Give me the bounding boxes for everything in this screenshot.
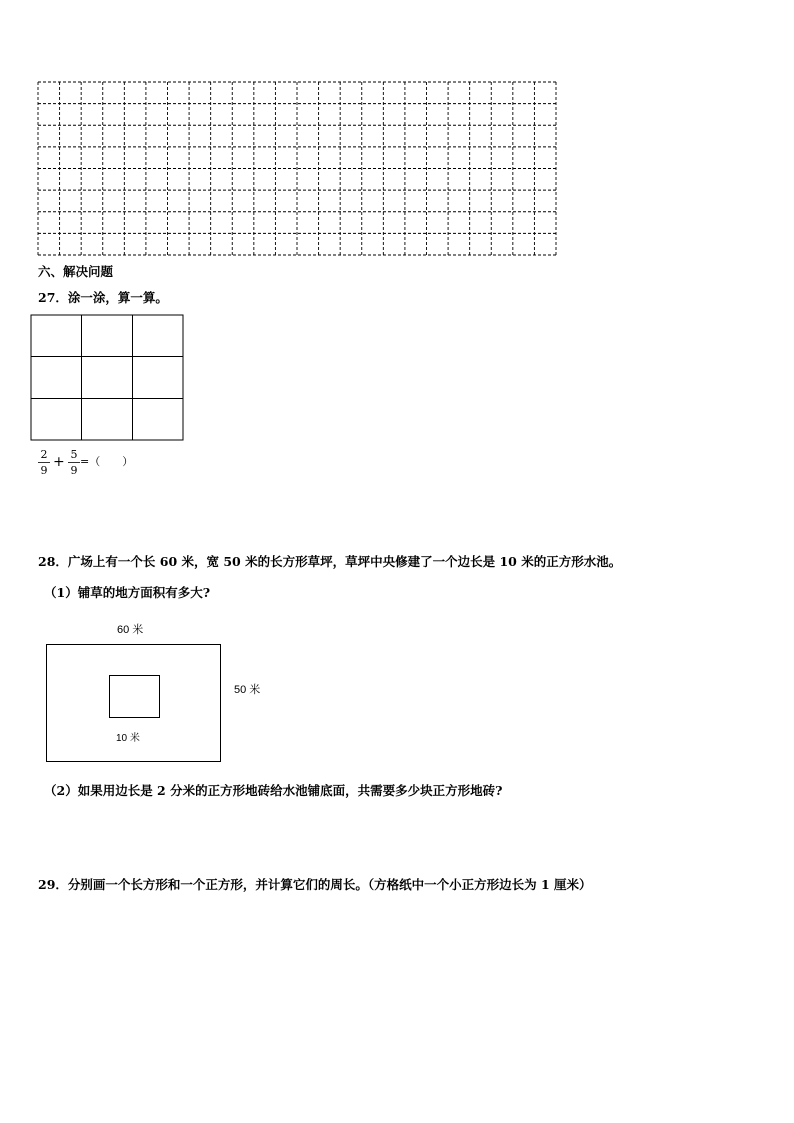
length-label: 60 米 xyxy=(117,624,144,636)
pool-label: 10 米 xyxy=(116,733,140,744)
width-label: 50 米 xyxy=(234,684,261,696)
q28-sub2: （2）如果用边长是 2 分米的正方形地砖给水池铺底面，共需要多少块正方形地砖? xyxy=(44,783,503,798)
plus-sign: + xyxy=(53,454,65,470)
answer-blank[interactable]: =（ ） xyxy=(80,455,134,468)
q28-prompt: 28．广场上有一个长 60 米，宽 50 米的长方形草坪，草坪中央修建了一个边长是 10 米的正方形水池。 xyxy=(38,554,622,569)
q28-sub1: （1）铺草的地方面积有多大? xyxy=(44,585,211,600)
section-heading: 六、解决问题 xyxy=(38,264,114,279)
q29-prompt: 29．分别画一个长方形和一个正方形，并计算它们的周长。（方格纸中一个小正方形边长为 1 厘米） xyxy=(38,877,592,892)
q27-prompt: 27．涂一涂，算一算。 xyxy=(38,290,168,305)
fraction2-denominator: 9 xyxy=(70,464,78,477)
fraction1-denominator: 9 xyxy=(40,464,48,477)
pool-square xyxy=(110,676,160,718)
fraction2-numerator: 5 xyxy=(70,448,78,461)
fraction1-numerator: 2 xyxy=(40,448,48,461)
